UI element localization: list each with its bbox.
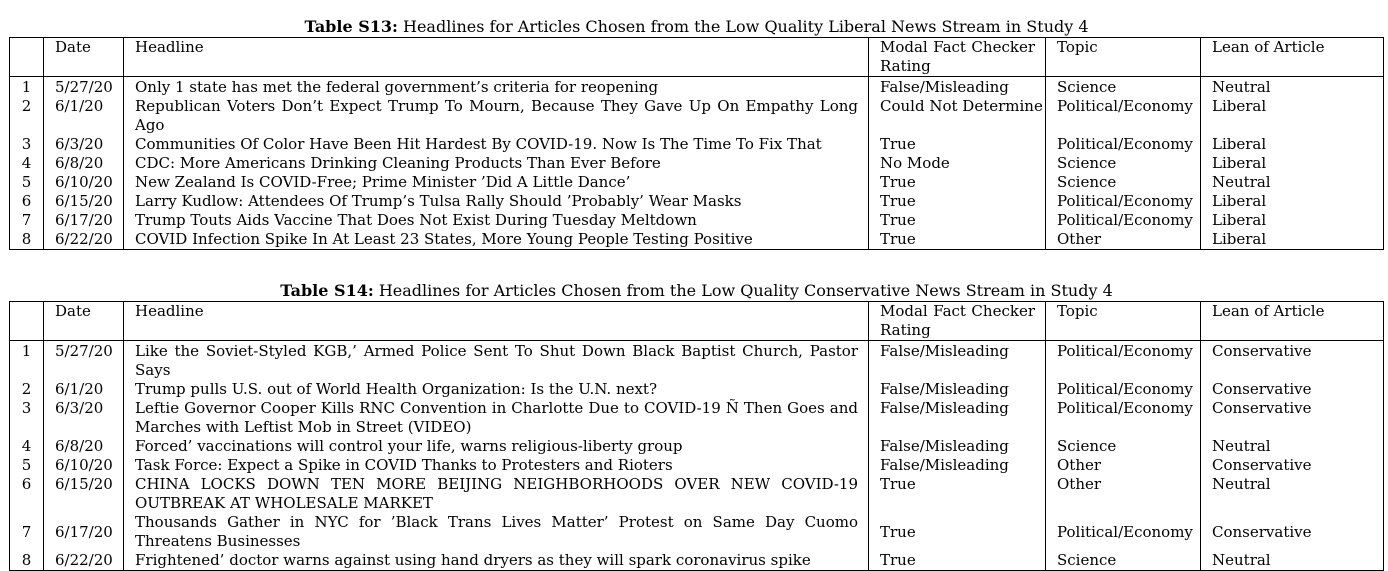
row-rating: True	[869, 475, 1046, 513]
row-rating: True	[869, 230, 1046, 250]
table-row	[10, 135, 1384, 154]
row-headline: New Zealand Is COVID-Free; Prime Minister ’Did A Little Dance’	[124, 173, 869, 192]
row-date: 6/15/20	[44, 192, 124, 211]
row-number: 1	[10, 77, 44, 98]
row-topic: Science	[1046, 437, 1201, 456]
row-lean: Liberal	[1201, 192, 1384, 211]
row-headline: Larry Kudlow: Attendees Of Trump’s Tulsa Rally Should ’Probably’ Wear Masks	[124, 192, 869, 211]
table-caption	[9, 18, 1384, 37]
row-topic: Political/Economy	[1046, 380, 1201, 399]
table-row	[10, 154, 1384, 173]
row-topic: Science	[1046, 551, 1201, 571]
row-headline: Communities Of Color Have Been Hit Hardest By COVID-19. Now Is The Time To Fix That	[124, 135, 869, 154]
table-row	[10, 173, 1384, 192]
row-lean: Liberal	[1201, 97, 1384, 135]
row-headline: Trump pulls U.S. out of World Health Organization: Is the U.N. next?	[124, 380, 869, 399]
row-number: 1	[10, 341, 44, 381]
row-number: 5	[10, 173, 44, 192]
row-lean: Conservative	[1201, 341, 1384, 381]
table-s13	[9, 37, 1384, 250]
row-number: 8	[10, 230, 44, 250]
row-lean: Liberal	[1201, 211, 1384, 230]
row-topic: Political/Economy	[1046, 513, 1201, 551]
row-lean: Neutral	[1201, 437, 1384, 456]
row-topic: Other	[1046, 456, 1201, 475]
row-number: 2	[10, 380, 44, 399]
row-date: 6/1/20	[44, 97, 124, 135]
table-row	[10, 475, 1384, 513]
row-headline: Trump Touts Aids Vaccine That Does Not Exist During Tuesday Meltdown	[124, 211, 869, 230]
row-lean: Neutral	[1201, 551, 1384, 571]
row-lean: Neutral	[1201, 475, 1384, 513]
row-lean: Liberal	[1201, 135, 1384, 154]
row-rating: True	[869, 513, 1046, 551]
row-topic: Political/Economy	[1046, 97, 1201, 135]
caption-text: Headlines for Articles Chosen from the Low Quality Conservative News Stream in Study 4	[373, 281, 1113, 300]
table-row	[10, 230, 1384, 250]
table-row	[10, 456, 1384, 475]
row-date: 6/8/20	[44, 437, 124, 456]
row-topic: Political/Economy	[1046, 399, 1201, 437]
table-body	[10, 77, 1384, 250]
row-lean: Conservative	[1201, 399, 1384, 437]
row-headline: Frightened’ doctor warns against using hand dryers as they will spark coronavirus spike	[124, 551, 869, 571]
row-lean: Liberal	[1201, 154, 1384, 173]
row-topic: Political/Economy	[1046, 341, 1201, 381]
row-headline: Like the Soviet-Styled KGB,’ Armed Police Sent To Shut Down Black Baptist Church, Pastor Says	[124, 341, 869, 381]
header-number	[10, 38, 44, 77]
row-date: 6/17/20	[44, 513, 124, 551]
table-row	[10, 513, 1384, 551]
row-headline: CHINA LOCKS DOWN TEN MORE BEIJING NEIGHBORHOODS OVER NEW COVID-19 OUTBREAK AT WHOLESALE MARKET	[124, 475, 869, 513]
row-topic: Science	[1046, 154, 1201, 173]
row-number: 6	[10, 475, 44, 513]
table-row	[10, 192, 1384, 211]
row-lean: Neutral	[1201, 77, 1384, 98]
header-topic: Topic	[1046, 302, 1201, 341]
row-lean: Conservative	[1201, 456, 1384, 475]
header-date: Date	[44, 302, 124, 341]
table-row	[10, 77, 1384, 98]
row-rating: False/Misleading	[869, 380, 1046, 399]
row-number: 8	[10, 551, 44, 571]
row-rating: False/Misleading	[869, 437, 1046, 456]
row-lean: Conservative	[1201, 380, 1384, 399]
row-number: 3	[10, 135, 44, 154]
row-lean: Neutral	[1201, 173, 1384, 192]
table-header-row	[10, 38, 1384, 77]
table-row	[10, 380, 1384, 399]
row-date: 6/3/20	[44, 135, 124, 154]
row-rating: False/Misleading	[869, 456, 1046, 475]
row-number: 6	[10, 192, 44, 211]
row-date: 5/27/20	[44, 77, 124, 98]
table-s13-block	[9, 18, 1384, 250]
row-lean: Liberal	[1201, 230, 1384, 250]
row-rating: False/Misleading	[869, 399, 1046, 437]
row-number: 5	[10, 456, 44, 475]
row-topic: Political/Economy	[1046, 211, 1201, 230]
table-s14-block	[9, 282, 1384, 571]
row-date: 6/17/20	[44, 211, 124, 230]
table-caption	[9, 282, 1384, 301]
row-headline: Thousands Gather in NYC for ’Black Trans Lives Matter’ Protest on Same Day Cuomo Threatens Businesses	[124, 513, 869, 551]
header-rating-line1: Modal Fact Checker	[880, 38, 1035, 56]
row-rating: True	[869, 211, 1046, 230]
row-rating: True	[869, 135, 1046, 154]
row-date: 6/10/20	[44, 456, 124, 475]
row-rating: True	[869, 551, 1046, 571]
header-headline: Headline	[124, 38, 869, 77]
row-headline: Republican Voters Don’t Expect Trump To Mourn, Because They Gave Up On Empathy Long Ago	[124, 97, 869, 135]
header-date: Date	[44, 38, 124, 77]
caption-label: Table S13:	[304, 17, 398, 36]
row-date: 6/22/20	[44, 551, 124, 571]
row-topic: Political/Economy	[1046, 192, 1201, 211]
table-body	[10, 341, 1384, 571]
header-lean: Lean of Article	[1201, 302, 1384, 341]
row-number: 3	[10, 399, 44, 437]
row-topic: Science	[1046, 173, 1201, 192]
table-row	[10, 211, 1384, 230]
row-number: 4	[10, 154, 44, 173]
row-topic: Political/Economy	[1046, 135, 1201, 154]
row-headline: Task Force: Expect a Spike in COVID Thanks to Protesters and Rioters	[124, 456, 869, 475]
header-rating-line2: Rating	[880, 321, 931, 339]
row-number: 2	[10, 97, 44, 135]
row-date: 6/22/20	[44, 230, 124, 250]
row-date: 6/15/20	[44, 475, 124, 513]
table-row	[10, 97, 1384, 135]
caption-text: Headlines for Articles Chosen from the Low Quality Liberal News Stream in Study 4	[397, 17, 1089, 36]
row-lean: Conservative	[1201, 513, 1384, 551]
header-number	[10, 302, 44, 341]
header-lean: Lean of Article	[1201, 38, 1384, 77]
row-rating: False/Misleading	[869, 77, 1046, 98]
header-rating	[869, 38, 1046, 77]
row-topic: Other	[1046, 475, 1201, 513]
table-row	[10, 551, 1384, 571]
row-rating: No Mode	[869, 154, 1046, 173]
row-headline: Forced’ vaccinations will control your life, warns religious-liberty group	[124, 437, 869, 456]
row-number: 7	[10, 211, 44, 230]
caption-label: Table S14:	[280, 281, 374, 300]
header-rating-line1: Modal Fact Checker	[880, 302, 1035, 320]
table-row	[10, 341, 1384, 381]
row-date: 6/1/20	[44, 380, 124, 399]
row-rating: Could Not Determine	[869, 97, 1046, 135]
header-topic: Topic	[1046, 38, 1201, 77]
row-date: 5/27/20	[44, 341, 124, 381]
row-number: 4	[10, 437, 44, 456]
table-row	[10, 399, 1384, 437]
row-rating: False/Misleading	[869, 341, 1046, 381]
header-headline: Headline	[124, 302, 869, 341]
row-rating: True	[869, 173, 1046, 192]
row-topic: Science	[1046, 77, 1201, 98]
header-rating	[869, 302, 1046, 341]
table-s14	[9, 301, 1384, 571]
table-header-row	[10, 302, 1384, 341]
row-headline: COVID Infection Spike In At Least 23 States, More Young People Testing Positive	[124, 230, 869, 250]
row-rating: True	[869, 192, 1046, 211]
header-rating-line2: Rating	[880, 57, 931, 75]
row-topic: Other	[1046, 230, 1201, 250]
table-row	[10, 437, 1384, 456]
row-headline: Only 1 state has met the federal government’s criteria for reopening	[124, 77, 869, 98]
row-date: 6/8/20	[44, 154, 124, 173]
row-number: 7	[10, 513, 44, 551]
row-date: 6/10/20	[44, 173, 124, 192]
row-date: 6/3/20	[44, 399, 124, 437]
row-headline: Leftie Governor Cooper Kills RNC Convention in Charlotte Due to COVID-19 Ñ Then Goes and Marches with Leftist Mob in Street (VIDEO)	[124, 399, 869, 437]
row-headline: CDC: More Americans Drinking Cleaning Products Than Ever Before	[124, 154, 869, 173]
